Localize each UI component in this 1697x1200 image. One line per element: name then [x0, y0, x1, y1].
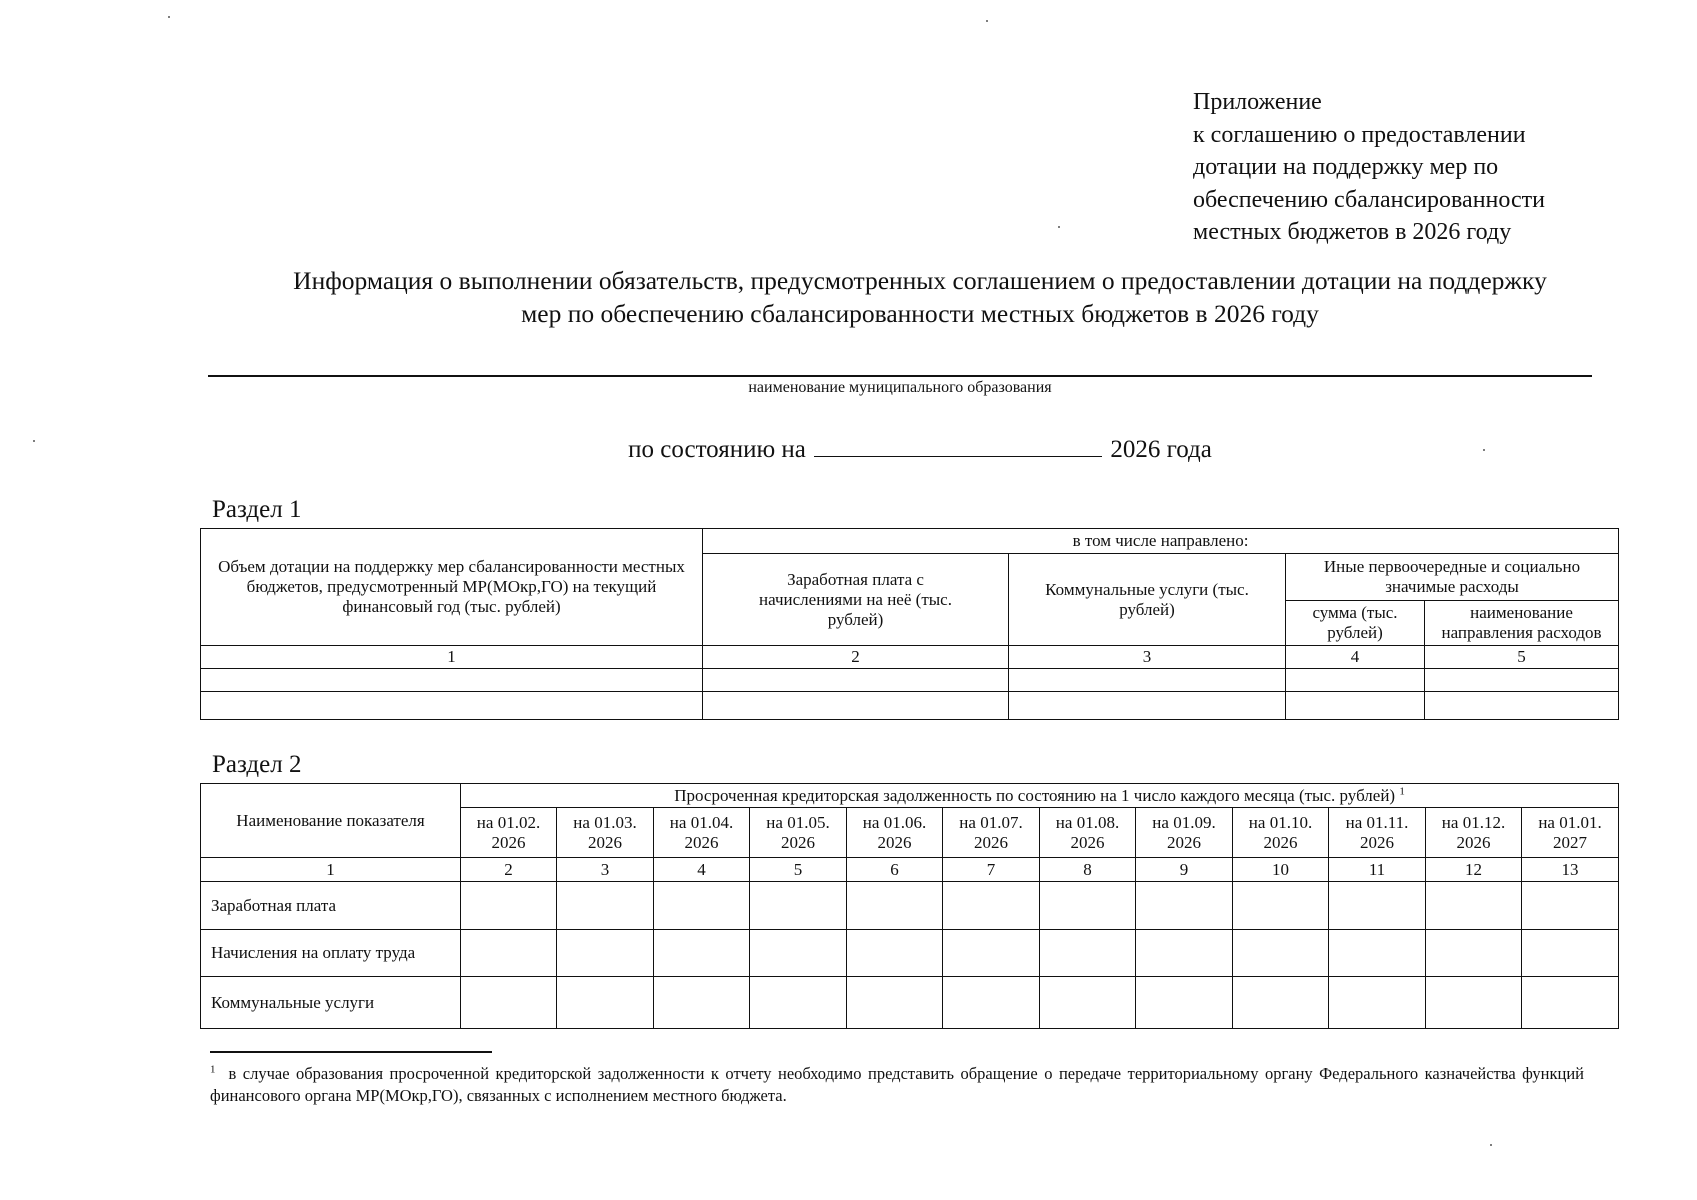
data-cell[interactable]	[703, 692, 1009, 720]
data-cell[interactable]	[1286, 669, 1425, 692]
status-prefix: по состоянию на	[628, 436, 806, 463]
date-header: на 01.10. 2026	[1233, 808, 1329, 858]
scan-speck	[1058, 226, 1060, 228]
footnote-reference: 1	[1399, 784, 1405, 797]
data-cell[interactable]	[1136, 977, 1233, 1029]
data-cell[interactable]	[750, 930, 847, 977]
data-cell[interactable]	[201, 692, 703, 720]
column-number: 7	[943, 858, 1040, 882]
municipality-caption: наименование муниципального образования	[748, 379, 1052, 396]
data-cell[interactable]	[750, 882, 847, 930]
data-cell[interactable]	[1040, 882, 1136, 930]
data-cell[interactable]	[1233, 977, 1329, 1029]
appendix-line: к соглашению о предоставлении	[1193, 121, 1526, 148]
table-row	[201, 977, 1619, 1029]
section1-label: Раздел 1	[212, 496, 302, 523]
appendix-line: местных бюджетов в 2026 году	[1193, 219, 1512, 245]
column-number: 2	[461, 858, 557, 882]
column-number: 1	[201, 646, 703, 669]
data-cell[interactable]	[1426, 930, 1522, 977]
data-cell[interactable]	[1009, 692, 1286, 720]
data-cell[interactable]	[557, 977, 654, 1029]
data-cell[interactable]	[654, 977, 750, 1029]
data-cell[interactable]	[1426, 882, 1522, 930]
data-cell[interactable]	[1233, 882, 1329, 930]
column-number: 2	[703, 646, 1009, 669]
data-cell[interactable]	[1040, 930, 1136, 977]
date-header: на 01.06. 2026	[847, 808, 943, 858]
column-number: 4	[1286, 646, 1425, 669]
date-header: на 01.08. 2026	[1040, 808, 1136, 858]
data-cell[interactable]	[1329, 930, 1426, 977]
data-cell[interactable]	[1329, 882, 1426, 930]
date-header: на 01.07. 2026	[943, 808, 1040, 858]
column-number: 5	[1425, 646, 1619, 669]
appendix-line: Приложение	[1193, 89, 1322, 115]
column-number: 3	[557, 858, 654, 882]
column-number: 4	[654, 858, 750, 882]
data-cell[interactable]	[654, 930, 750, 977]
scan-speck	[1490, 1144, 1492, 1146]
date-header: на 01.11. 2026	[1329, 808, 1426, 858]
data-cell[interactable]	[1040, 977, 1136, 1029]
column-number: 8	[1040, 858, 1136, 882]
header-indicator: Наименование показателя	[201, 784, 461, 858]
date-header: на 01.09. 2026	[1136, 808, 1233, 858]
header-overdue	[461, 784, 1619, 808]
date-header: на 01.05. 2026	[750, 808, 847, 858]
column-number: 9	[1136, 858, 1233, 882]
data-cell[interactable]	[1009, 669, 1286, 692]
data-cell[interactable]	[703, 669, 1009, 692]
data-cell[interactable]	[461, 977, 557, 1029]
data-cell[interactable]	[461, 882, 557, 930]
data-cell[interactable]	[847, 977, 943, 1029]
data-cell[interactable]	[654, 882, 750, 930]
date-header: на 01.03. 2026	[557, 808, 654, 858]
column-number: 10	[1233, 858, 1329, 882]
appendix-block	[1193, 86, 1545, 249]
scan-speck	[168, 16, 170, 18]
header-including: в том числе направлено:	[703, 529, 1619, 554]
data-cell[interactable]	[1329, 977, 1426, 1029]
column-number: 13	[1522, 858, 1619, 882]
table-row	[201, 692, 1619, 720]
data-cell[interactable]	[1233, 930, 1329, 977]
section2-label: Раздел 2	[212, 751, 302, 778]
header-utilities: Коммунальные услуги (тыс. рублей)	[1009, 554, 1286, 646]
date-header: на 01.12. 2026	[1426, 808, 1522, 858]
status-date-field[interactable]	[814, 432, 1102, 457]
title-line: мер по обеспечению сбалансированности местных бюджетов в 2026 году	[521, 299, 1319, 328]
footnote-divider	[210, 1051, 492, 1053]
scan-speck	[33, 440, 35, 442]
appendix-line: дотации на поддержку мер по	[1193, 154, 1499, 180]
header-volume: Объем дотации на поддержку мер сбалансированности местных бюджетов, предусмотренный МР(МОкр,ГО) на текущий финансовый год (тыс. рублей)	[201, 529, 703, 646]
header-direction: наименование направления расходов	[1425, 601, 1619, 646]
section2-table	[200, 783, 1619, 1029]
data-cell[interactable]	[943, 882, 1040, 930]
header-overdue-text: Просроченная кредиторская задолженность по состоянию на 1 число каждого месяца (тыс. рублей)	[674, 785, 1396, 805]
header-other-expenses: Иные первоочередные и социально значимые расходы	[1286, 554, 1619, 601]
data-cell[interactable]	[201, 669, 703, 692]
date-header: на 01.04. 2026	[654, 808, 750, 858]
footnote-mark: 1	[210, 1063, 216, 1076]
column-number: 11	[1329, 858, 1426, 882]
data-cell[interactable]	[557, 930, 654, 977]
date-header: на 01.01. 2027	[1522, 808, 1619, 858]
column-number: 6	[847, 858, 943, 882]
table-row	[201, 930, 1619, 977]
row-name: Начисления на оплату труда	[201, 930, 461, 977]
footnote	[210, 1063, 1584, 1107]
table-row	[201, 882, 1619, 930]
data-cell[interactable]	[1136, 882, 1233, 930]
data-cell[interactable]	[1522, 930, 1619, 977]
status-suffix: 2026 года	[1110, 436, 1212, 463]
data-cell[interactable]	[1286, 692, 1425, 720]
data-cell[interactable]	[943, 930, 1040, 977]
appendix-line: обеспечению сбалансированности	[1193, 186, 1545, 213]
data-cell[interactable]	[1426, 977, 1522, 1029]
column-number-row	[201, 858, 1619, 882]
date-header: на 01.02. 2026	[461, 808, 557, 858]
document-title	[200, 264, 1640, 330]
column-number: 1	[201, 858, 461, 882]
scan-speck	[986, 20, 988, 22]
data-cell[interactable]	[1136, 930, 1233, 977]
data-cell[interactable]	[461, 930, 557, 977]
column-number: 3	[1009, 646, 1286, 669]
data-cell[interactable]	[1522, 977, 1619, 1029]
row-name: Заработная плата	[201, 882, 461, 930]
data-cell[interactable]	[847, 930, 943, 977]
header-salary: Заработная плата с начислениями на неё (тыс. рублей)	[703, 554, 1009, 646]
title-line: Информация о выполнении обязательств, предусмотренных соглашением о предоставлении дотации на поддержку	[293, 266, 1547, 295]
data-cell[interactable]	[557, 882, 654, 930]
data-cell[interactable]	[943, 977, 1040, 1029]
column-number: 5	[750, 858, 847, 882]
data-cell[interactable]	[1522, 882, 1619, 930]
municipality-name-line[interactable]	[208, 375, 1592, 377]
status-date-line	[200, 432, 1640, 464]
footnote-text: в случае образования просроченной кредиторской задолженности к отчету необходимо представить обращение о передаче территориальному органу Федерального казначейства функций финансового органа МР(МОкр,ГО), связанных с исполнением местного бюджета.	[210, 1064, 1585, 1105]
column-number: 12	[1426, 858, 1522, 882]
row-name: Коммунальные услуги	[201, 977, 461, 1029]
data-cell[interactable]	[1425, 692, 1619, 720]
data-cell[interactable]	[750, 977, 847, 1029]
data-cell[interactable]	[847, 882, 943, 930]
header-sum: сумма (тыс. рублей)	[1286, 601, 1425, 646]
section1-table	[200, 528, 1619, 720]
data-cell[interactable]	[1425, 669, 1619, 692]
table-row	[201, 669, 1619, 692]
scan-speck	[1483, 449, 1485, 451]
